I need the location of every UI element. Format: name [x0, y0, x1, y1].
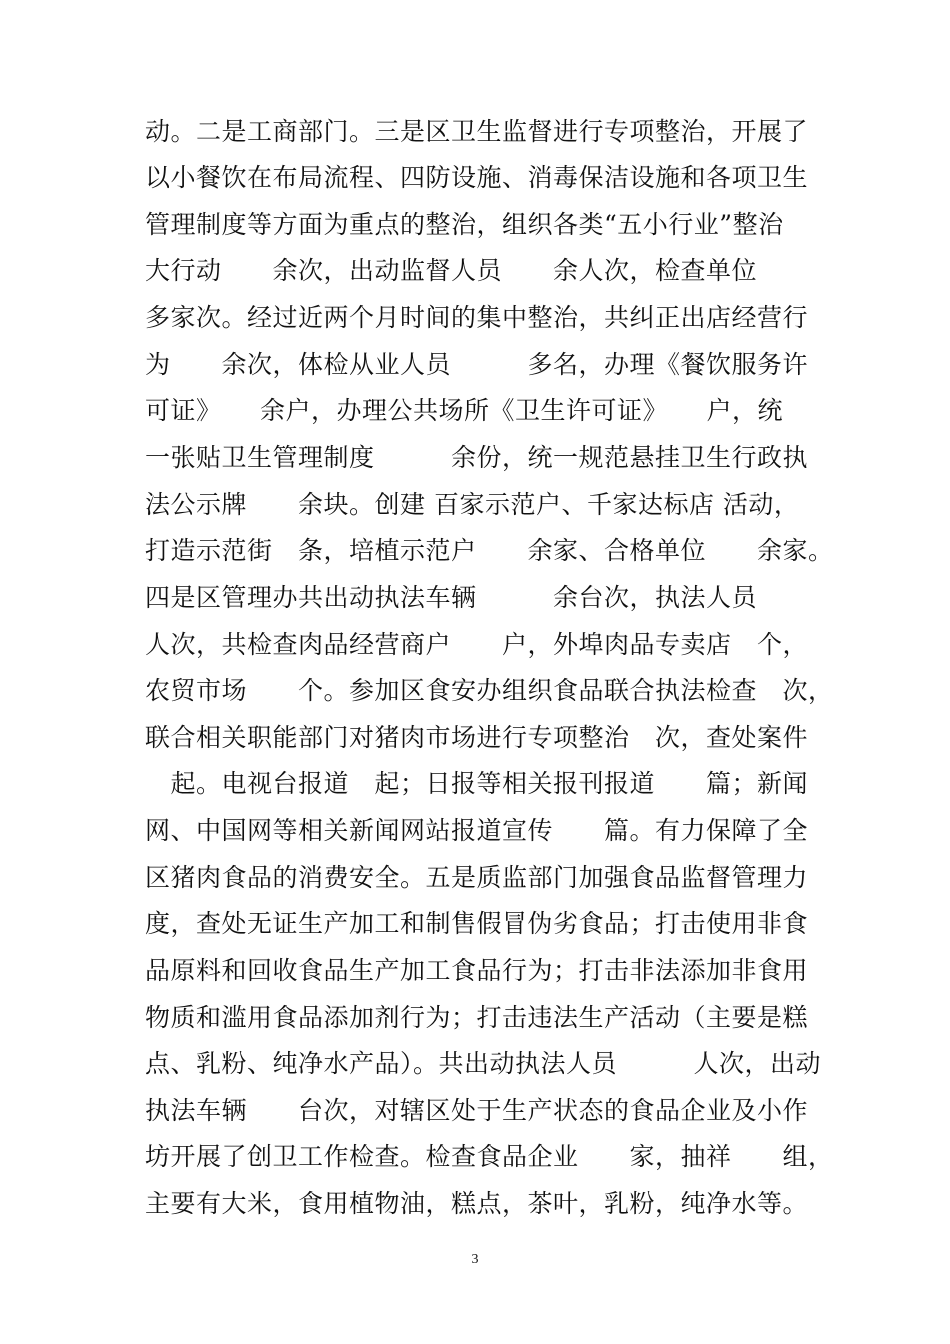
body-text-line: 起。电视台报道 起；日报等相关报刊报道 篇；新闻 — [145, 769, 809, 798]
body-text-line: 打造示范街 条，培植示范户 余家、合格单位 余家。 — [145, 536, 834, 565]
body-text-line: 管理制度等方面为重点的整治，组织各类“五小行业”整治 — [145, 210, 784, 239]
body-text-line: 一张贴卫生管理制度 余份，统一规范悬挂卫生行政执 — [145, 443, 809, 472]
body-text-line: 主要有大米，食用植物油，糕点，茶叶，乳粉，纯净水等。 — [145, 1189, 809, 1218]
body-text-line: 为 余次，体检从业人员 多名，办理《餐饮服务许 — [145, 350, 809, 379]
body-text-line: 人次，共检查肉品经营商户 户，外埠肉品专卖店 个， — [145, 630, 809, 659]
body-text-line: 可证》 余户，办理公共场所《卫生许可证》 户，统 — [145, 396, 784, 425]
body-text-line: 执法车辆 台次，对辖区处于生产状态的食品企业及小作 — [145, 1096, 809, 1125]
page-number: 3 — [471, 1252, 479, 1267]
body-text-line: 农贸市场 个。参加区食安办组织食品联合执法检查 次， — [145, 676, 834, 705]
body-text-line: 以小餐饮在布局流程、四防设施、消毒保洁设施和各项卫生 — [145, 163, 809, 192]
body-text-line: 法公示牌 余块。创建 百家示范户、千家达标店 活动， — [145, 490, 800, 519]
body-text-line: 动。二是工商部门。三是区卫生监督进行专项整治，开展了 — [145, 117, 809, 146]
body-text-line: 品原料和回收食品生产加工食品行为；打击非法添加非食用 — [145, 956, 809, 985]
body-text-line: 大行动 余次，出动监督人员 余人次，检查单位 — [145, 256, 758, 285]
body-text-line: 度，查处无证生产加工和制售假冒伪劣食品；打击使用非食 — [145, 909, 809, 938]
body-text-line: 区猪肉食品的消费安全。五是质监部门加强食品监督管理力 — [145, 863, 809, 892]
body-text-line: 网、中国网等相关新闻网站报道宣传 篇。有力保障了全 — [145, 816, 809, 845]
body-text-line: 点、乳粉、纯净水产品）。共出动执法人员 人次，出动 — [145, 1049, 822, 1078]
body-text-line: 多家次。经过近两个月时间的集中整治，共纠正出店经营行 — [145, 303, 809, 332]
body-text-line: 坊开展了创卫工作检查。检查食品企业 家，抽祥 组， — [145, 1142, 834, 1171]
body-text-line: 物质和滥用食品添加剂行为；打击违法生产活动（主要是糕 — [145, 1003, 809, 1032]
body-text-line: 联合相关职能部门对猪肉市场进行专项整治 次，查处案件 — [145, 723, 809, 752]
body-text-line: 四是区管理办共出动执法车辆 余台次，执法人员 — [145, 583, 758, 612]
